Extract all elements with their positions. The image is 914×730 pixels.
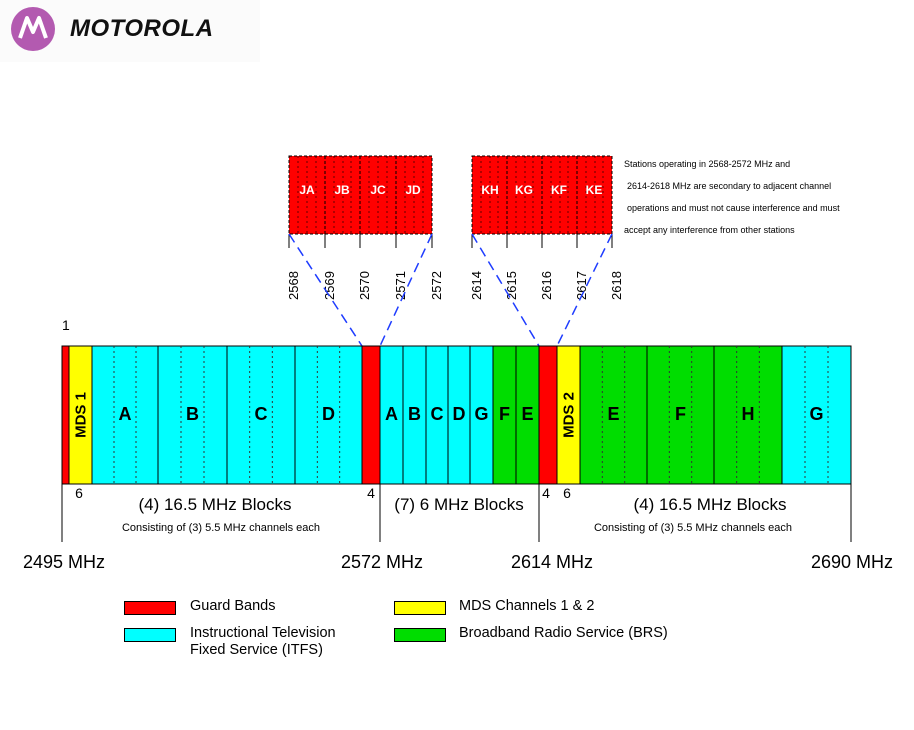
legend-swatch-brs xyxy=(394,628,446,642)
band-block-g-19 xyxy=(782,346,851,484)
width-guard-mid: 4 xyxy=(367,485,375,501)
segment-right-title: (4) 16.5 MHz Blocks xyxy=(633,495,787,514)
band-block-rect xyxy=(539,346,557,484)
band-block-label: D xyxy=(322,404,335,424)
segment-left-title: (4) 16.5 MHz Blocks xyxy=(138,495,292,514)
zoom-label-kf: KF xyxy=(551,183,567,197)
legend-swatch-itfs xyxy=(124,628,176,642)
zoom-label-ja: JA xyxy=(299,183,315,197)
width-mds1: 6 xyxy=(75,485,83,501)
band-block-label: E xyxy=(607,404,620,424)
freq-2614: 2614 MHz xyxy=(511,552,594,572)
band-block-mds-1-1 xyxy=(69,346,92,484)
band-block-rect xyxy=(62,346,69,484)
segment-left-subtitle: Consisting of (3) 5.5 MHz channels each xyxy=(121,522,321,534)
band-block-f-12 xyxy=(493,346,516,484)
band-block-label: C xyxy=(430,404,444,424)
freq-2495: 2495 MHz xyxy=(23,552,106,572)
band-block-guard-14 xyxy=(539,346,557,484)
zoom-group-left xyxy=(286,156,444,300)
tick-2614: 2614 xyxy=(469,271,484,300)
freq-2572: 2572 MHz xyxy=(341,552,424,572)
legend-label-brs: Broadband Radio Service (BRS) xyxy=(459,625,668,641)
segment-mid-title: (7) 6 MHz Blocks xyxy=(394,495,524,514)
tick-2618: 2618 xyxy=(609,271,624,300)
width-guard-right: 4 xyxy=(542,485,550,501)
note-line: accept any interference from other stations xyxy=(624,225,795,235)
tick-2617: 2617 xyxy=(574,271,589,300)
width-mds2: 6 xyxy=(563,485,571,501)
band-block-a-7 xyxy=(380,346,403,484)
tick-2572: 2572 xyxy=(429,271,444,300)
band-block-label: G xyxy=(474,404,489,424)
band-block-label: A xyxy=(118,404,132,424)
band-block-label: E xyxy=(521,404,534,424)
secondary-stations-note xyxy=(624,153,914,241)
zoom-label-jc: JC xyxy=(370,183,386,197)
tick-2568: 2568 xyxy=(286,271,301,300)
band-block-label: C xyxy=(254,404,268,424)
zoom-label-kg: KG xyxy=(515,183,533,197)
band-block-g-11 xyxy=(470,346,493,484)
band-block-label: B xyxy=(408,404,421,424)
zoom-group-right xyxy=(469,156,624,300)
band-block-e-16 xyxy=(580,346,647,484)
band-block-b-8 xyxy=(403,346,426,484)
band-block-label: H xyxy=(741,404,755,424)
band-block-label: D xyxy=(452,404,466,424)
legend-swatch-mds xyxy=(394,601,446,615)
band-block-rect xyxy=(362,346,380,484)
band-block-label: A xyxy=(385,404,398,424)
note-line: Stations operating in 2568-2572 MHz and xyxy=(624,159,791,169)
band-block-e-13 xyxy=(516,346,539,484)
band-block-label: F xyxy=(499,404,510,424)
band-block-guard-6 xyxy=(362,346,380,484)
band-block-b-3 xyxy=(158,346,227,484)
tick-2570: 2570 xyxy=(357,271,372,300)
legend-label-mds: MDS Channels 1 & 2 xyxy=(459,598,595,614)
zoom-label-jb: JB xyxy=(334,183,350,197)
band-block-c-4 xyxy=(227,346,295,484)
band-block-label: MDS 1 xyxy=(72,392,90,438)
band-block-a-2 xyxy=(92,346,158,484)
band-block-label: B xyxy=(186,404,199,424)
note-line: operations and must not cause interference and must xyxy=(627,203,840,213)
band-block-h-18 xyxy=(714,346,782,484)
tick-2569: 2569 xyxy=(322,271,337,300)
zoom-label-jd: JD xyxy=(405,183,421,197)
zoom-label-ke: KE xyxy=(585,183,603,197)
segment-right-subtitle: Consisting of (3) 5.5 MHz channels each xyxy=(593,522,793,534)
legend-swatch-guard xyxy=(124,601,176,615)
guard-marker-1: 1 xyxy=(62,317,70,333)
band-block-label: F xyxy=(675,404,686,424)
band-block-f-17 xyxy=(647,346,714,484)
zoom-connectors xyxy=(289,234,612,346)
tick-2615: 2615 xyxy=(504,271,519,300)
band-block-label: MDS 2 xyxy=(560,392,578,438)
band-block-d-5 xyxy=(295,346,362,484)
band-block-c-9 xyxy=(426,346,448,484)
band-block-label: G xyxy=(809,404,824,424)
note-line: 2614-2618 MHz are secondary to adjacent channel xyxy=(627,181,832,191)
band-block-mds-2-15 xyxy=(557,346,580,484)
tick-2616: 2616 xyxy=(539,271,554,300)
band-plan xyxy=(62,346,851,484)
brand-name: MOTOROLA xyxy=(70,15,214,42)
tick-2571: 2571 xyxy=(393,271,408,300)
band-block-guard-0 xyxy=(62,346,69,484)
legend-label-guard: Guard Bands xyxy=(190,598,276,614)
band-block-d-10 xyxy=(448,346,470,484)
freq-2690: 2690 MHz xyxy=(811,552,894,572)
zoom-label-kh: KH xyxy=(481,183,499,197)
legend-label-itfs: Instructional Television Fixed Service (ITFS) xyxy=(190,625,336,658)
